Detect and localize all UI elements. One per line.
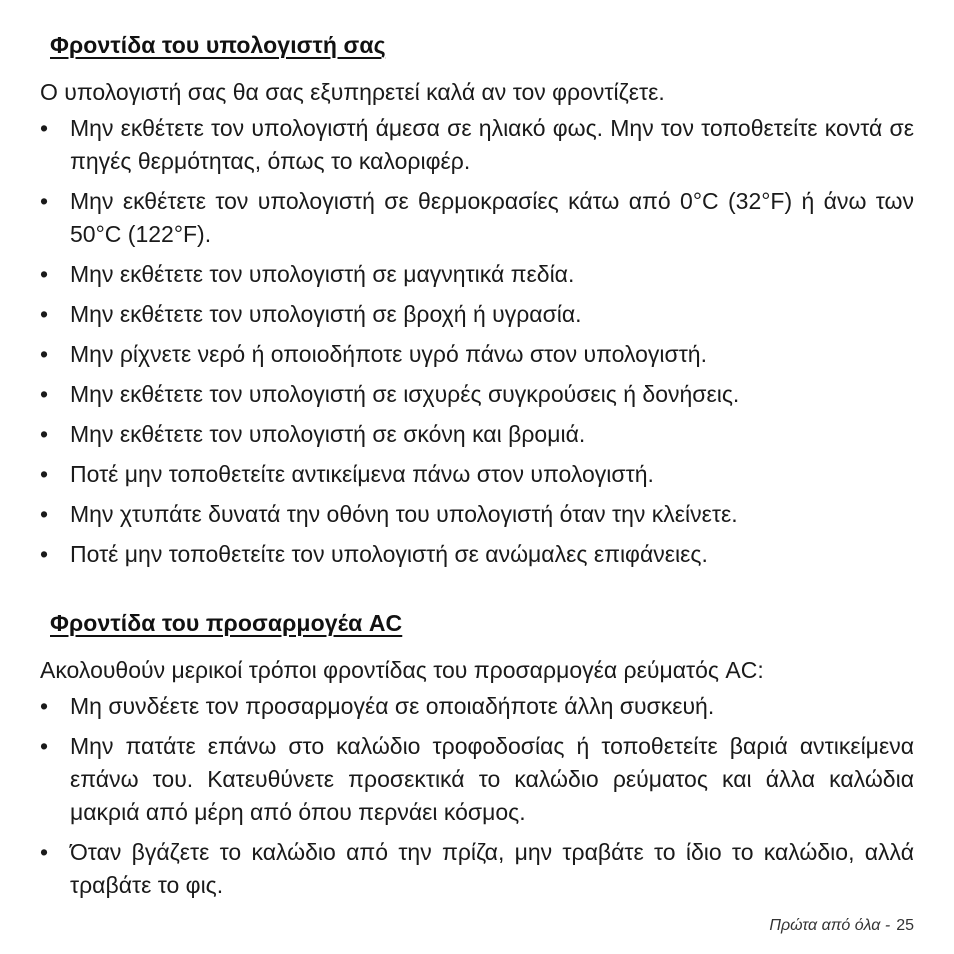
bullet-marker: • xyxy=(40,421,49,447)
bullet-marker: • xyxy=(40,461,49,487)
bullet-marker: • xyxy=(40,381,49,407)
list-item-text: Μην εκθέτετε τον υπολογιστή σε μαγνητικά πεδία. xyxy=(70,261,575,287)
bullet-marker: • xyxy=(40,261,49,287)
list-item-text: Ποτέ μην τοποθετείτε αντικείμενα πάνω στον υπολογιστή. xyxy=(70,461,654,487)
list-item xyxy=(40,418,914,451)
section-intro: Ακολουθούν μερικοί τρόποι φροντίδας του προσαρμογέα ρεύματός AC: xyxy=(40,657,764,683)
section-heading: Φροντίδα του υπολογιστή σας xyxy=(50,32,386,58)
list-item xyxy=(40,185,914,251)
list-item-text: Ποτέ μην τοποθετείτε τον υπολογιστή σε ανώμαλες επιφάνειες. xyxy=(70,541,708,567)
list-item-text: Μην εκθέτετε τον υπολογιστή σε σκόνη και βρομιά. xyxy=(70,421,586,447)
list-item xyxy=(40,690,914,723)
section-care-adapter xyxy=(40,610,914,909)
list-item-text: Όταν βγάζετε το καλώδιο από την πρίζα, μην τραβάτε το ίδιο το καλώδιο, αλλά τραβάτε το φις. xyxy=(70,839,914,898)
list-item xyxy=(40,458,914,491)
bullet-list xyxy=(40,112,914,571)
list-item-text: Μη συνδέετε τον προσαρμογέα σε οποιαδήποτε άλλη συσκευή. xyxy=(70,693,715,719)
list-item-text: Μην εκθέτετε τον υπολογιστή άμεσα σε ηλιακό φως. Μην τον τοποθετείτε κοντά σε πηγές θερμότητας, όπως το καλοριφέρ. xyxy=(70,115,914,174)
footer-section-label: Πρώτα από όλα - xyxy=(769,917,891,934)
bullet-marker: • xyxy=(40,693,49,719)
bullet-marker: • xyxy=(40,733,49,759)
list-item-text: Μην πατάτε επάνω στο καλώδιο τροφοδοσίας ή τοποθετείτε βαριά αντικείμενα επάνω του. Κατευθύνετε προσεκτικά το καλώδιο ρεύματος και άλλα καλώδια μακριά από μέρη από όπου περνάει κόσμος. xyxy=(70,733,914,825)
list-item xyxy=(40,836,914,902)
list-item-text: Μην εκθέτετε τον υπολογιστή σε ισχυρές συγκρούσεις ή δονήσεις. xyxy=(70,381,740,407)
bullet-marker: • xyxy=(40,501,49,527)
section-care-computer xyxy=(40,32,914,578)
list-item xyxy=(40,338,914,371)
list-item xyxy=(40,730,914,829)
list-item xyxy=(40,298,914,331)
bullet-marker: • xyxy=(40,341,49,367)
bullet-marker: • xyxy=(40,541,49,567)
list-item-text: Μην εκθέτετε τον υπολογιστή σε βροχή ή υγρασία. xyxy=(70,301,582,327)
page-footer xyxy=(769,917,914,935)
bullet-list xyxy=(40,690,914,902)
list-item-text: Μην χτυπάτε δυνατά την οθόνη του υπολογιστή όταν την κλείνετε. xyxy=(70,501,738,527)
list-item-text: Μην εκθέτετε τον υπολογιστή σε θερμοκρασίες κάτω από 0°C (32°F) ή άνω των 50°C (122°F). xyxy=(70,188,914,247)
bullet-marker: • xyxy=(40,839,49,865)
page-number: 25 xyxy=(896,917,914,934)
bullet-marker: • xyxy=(40,301,49,327)
section-intro: Ο υπολογιστή σας θα σας εξυπηρετεί καλά αν τον φροντίζετε. xyxy=(40,79,665,105)
section-heading: Φροντίδα του προσαρμογέα AC xyxy=(50,610,403,636)
list-item xyxy=(40,378,914,411)
list-item xyxy=(40,258,914,291)
bullet-marker: • xyxy=(40,188,49,214)
bullet-marker: • xyxy=(40,115,49,141)
list-item-text: Μην ρίχνετε νερό ή οποιοδήποτε υγρό πάνω στον υπολογιστή. xyxy=(70,341,707,367)
list-item xyxy=(40,498,914,531)
list-item xyxy=(40,112,914,178)
list-item xyxy=(40,538,914,571)
